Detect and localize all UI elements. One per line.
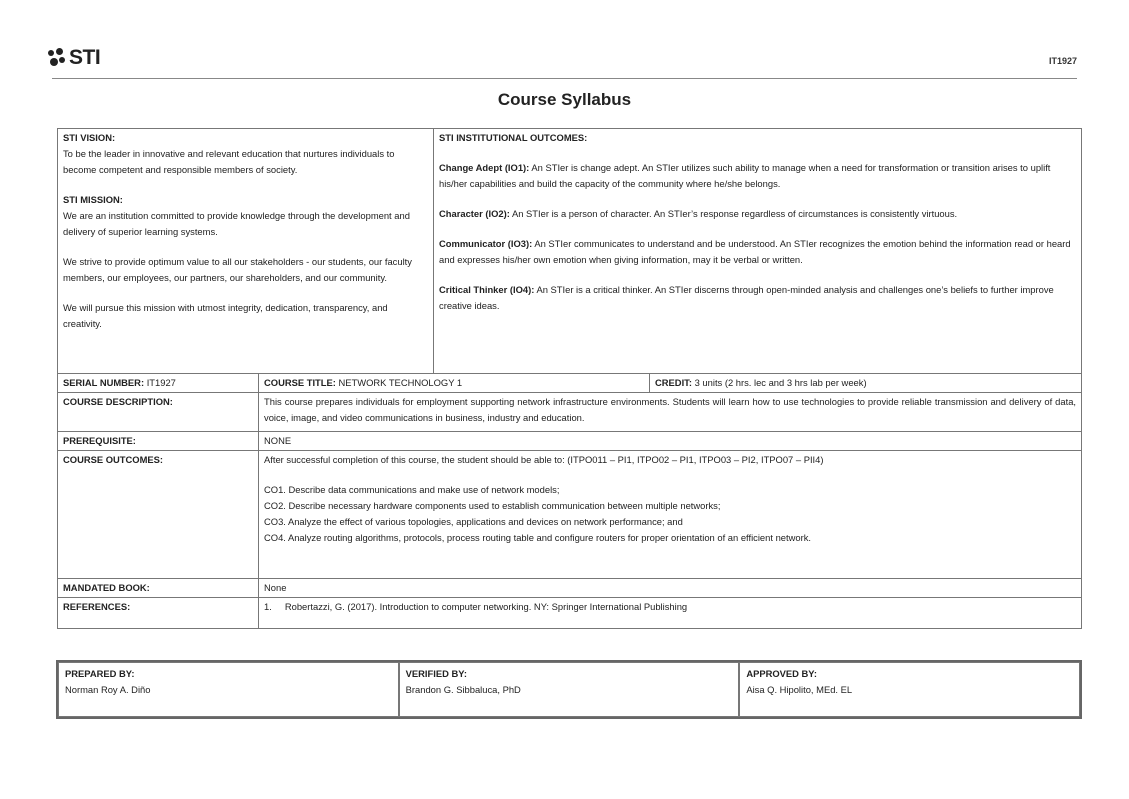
serial-number-cell bbox=[58, 374, 259, 393]
references-label: REFERENCES: bbox=[58, 598, 259, 629]
course-title-value: NETWORK TECHNOLOGY 1 bbox=[338, 377, 463, 388]
course-outcome-item: CO2. Describe necessary hardware components used to establish communication between multiple networks; bbox=[264, 500, 721, 511]
course-outcomes-label: COURSE OUTCOMES: bbox=[58, 451, 259, 579]
outcome-text: An STIer is a person of character. An STIer’s response regardless of circumstances is consistently virtuous. bbox=[511, 208, 958, 219]
verified-by-name: Brandon G. Sibbaluca, PhD bbox=[405, 684, 521, 695]
prerequisite-label: PREREQUISITE: bbox=[58, 432, 259, 451]
course-outcome-item: CO1. Describe data communications and make use of network models; bbox=[264, 484, 560, 495]
course-outcome-item: CO3. Analyze the effect of various topologies, applications and devices on network performance; and bbox=[264, 516, 683, 527]
serial-label: SERIAL NUMBER: bbox=[63, 377, 145, 388]
outcome-text: An STIer is change adept. An STIer utilizes such ability to manage when a need for transformation or transition arises to uplift his/her capabilities and build the capacity of the community where he/she belongs. bbox=[439, 162, 1051, 189]
credit-cell bbox=[650, 374, 1082, 393]
description-value: This course prepares individuals for employment supporting network infrastructure environments. Students will learn how to use technologies to provide reliable transmission and delivery of data, voice, image, and video communications in business, industry and education. bbox=[259, 393, 1082, 432]
outcome-io1 bbox=[439, 160, 1076, 192]
references-value: 1. Robertazzi, G. (2017). Introduction to computer networking. NY: Springer International Publishing bbox=[259, 598, 1082, 629]
approved-by-label: APPROVED BY: bbox=[746, 668, 817, 679]
mission-label: STI MISSION: bbox=[63, 194, 123, 205]
serial-title-credit-row bbox=[58, 374, 1082, 393]
description-label: COURSE DESCRIPTION: bbox=[58, 393, 259, 432]
institutional-outcomes-cell bbox=[434, 129, 1082, 374]
approved-by-cell bbox=[739, 662, 1080, 717]
vision-label: STI VISION: bbox=[63, 132, 116, 143]
verified-by-cell bbox=[399, 662, 740, 717]
sti-logo bbox=[46, 46, 100, 70]
signatures-table bbox=[56, 660, 1082, 719]
prepared-by-cell bbox=[58, 662, 399, 717]
outcome-title: Critical Thinker (IO4): bbox=[439, 284, 535, 295]
approved-by-name: Aisa Q. Hipolito, MEd. EL bbox=[746, 684, 853, 695]
signatures-row bbox=[58, 662, 1080, 717]
credit-value: 3 units (2 hrs. lec and 3 hrs lab per week) bbox=[694, 377, 867, 388]
references-row bbox=[58, 598, 1082, 629]
outcome-io3 bbox=[439, 236, 1076, 268]
prerequisite-row bbox=[58, 432, 1082, 451]
page-title: Course Syllabus bbox=[497, 90, 632, 109]
document-code: IT1927 bbox=[1048, 56, 1077, 66]
outcome-title: Communicator (IO3): bbox=[439, 238, 533, 249]
logo-mark-icon bbox=[46, 47, 68, 69]
syllabus-table bbox=[57, 128, 1082, 629]
outcome-io2 bbox=[439, 206, 1076, 222]
header-divider bbox=[52, 78, 1077, 79]
mission-paragraph-2: We strive to provide optimum value to all our stakeholders - our students, our faculty members, our employees, our partners, our shareholders, and our community. bbox=[63, 256, 412, 283]
course-outcomes-row bbox=[58, 451, 1082, 579]
description-row bbox=[58, 393, 1082, 432]
vision-mission-cell bbox=[58, 129, 434, 374]
outcome-title: Change Adept (IO1): bbox=[439, 162, 530, 173]
serial-value: IT1927 bbox=[146, 377, 176, 388]
outcome-title: Character (IO2): bbox=[439, 208, 510, 219]
mandated-book-label: MANDATED BOOK: bbox=[58, 579, 259, 598]
mandated-book-row bbox=[58, 579, 1082, 598]
vision-text: To be the leader in innovative and relevant education that nurtures individuals to become competent and responsible members of society. bbox=[63, 148, 395, 175]
prepared-by-label: PREPARED BY: bbox=[65, 668, 135, 679]
course-outcomes-intro: After successful completion of this course, the student should be able to: (ITPO011 – PI1, ITPO02 – PI1, ITPO03 – PI2, ITPO07 – PII4) bbox=[264, 454, 824, 465]
vision-outcomes-row bbox=[58, 129, 1082, 374]
prerequisite-value: NONE bbox=[259, 432, 1082, 451]
prepared-by-name: Norman Roy A. Diño bbox=[65, 684, 151, 695]
outcome-text: An STIer communicates to understand and be understood. An STIer recognizes the emotion behind the information read or heard and expresses his/her own emotion when giving information, may it be verbal or written. bbox=[439, 238, 1071, 265]
outcomes-label: STI INSTITUTIONAL OUTCOMES: bbox=[439, 132, 588, 143]
outcome-io4 bbox=[439, 282, 1076, 314]
course-title-cell bbox=[259, 374, 650, 393]
course-outcome-item: CO4. Analyze routing algorithms, protocols, process routing table and configure routers for proper orientation of an efficient network. bbox=[264, 532, 811, 543]
course-title-label: COURSE TITLE: bbox=[264, 377, 336, 388]
credit-label: CREDIT: bbox=[655, 377, 692, 388]
mandated-book-value: None bbox=[259, 579, 1082, 598]
course-outcomes-cell bbox=[259, 451, 1082, 579]
logo-text: STI bbox=[69, 46, 101, 69]
outcome-text: An STIer is a critical thinker. An STIer discerns through open-minded analysis and challenges one’s beliefs to further improve creative ideas. bbox=[439, 284, 1054, 311]
mission-paragraph-3: We will pursue this mission with utmost integrity, dedication, transparency, and creativity. bbox=[63, 302, 388, 329]
mission-paragraph-1: We are an institution committed to provide knowledge through the development and delivery of superior learning systems. bbox=[63, 210, 410, 237]
verified-by-label: VERIFIED BY: bbox=[405, 668, 467, 679]
